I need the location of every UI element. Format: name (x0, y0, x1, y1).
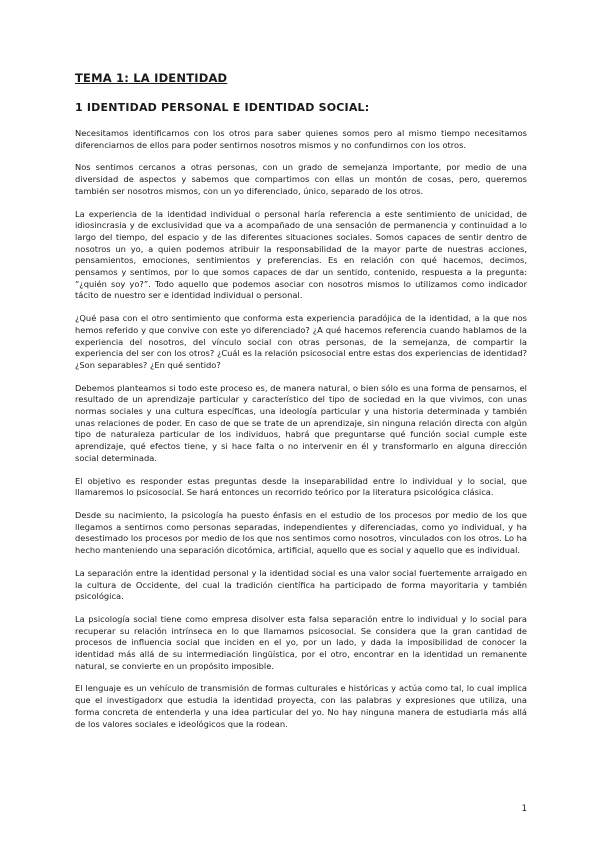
page-number: 1 (521, 804, 527, 814)
paragraph: La experiencia de la identidad individual o personal haría referencia a este sentimiento de unicidad, de idiosincrasia y de exclusividad que va a acompañado de una sensación de permanencia y continuidad a lo largo del tiempo, del espacio y de las diferentes situaciones sociales. Somos capaces de sentir dentro de nosotros un yo, a quien podemos atribuir la responsabilidad de la mayor parte de nuestras acciones, pensamientos, emociones, sentimientos y preferencias. Es en relación con qué hacemos, decimos, pensamos y sentimos, por lo que somos capaces de dar un sentido, contenido, respuesta a la pregunta: “¿quién soy yo?”. Todo aquello que podemos asociar con nosotros mismos lo utilizamos como indicador tácito de nuestro ser e identidad individual o personal. (75, 208, 527, 301)
document-title: TEMA 1: LA IDENTIDAD (75, 71, 228, 85)
paragraph: Necesitamos identificarnos con los otros para saber quienes somos pero al mismo tiempo necesitamos diferenciarnos de ellos para poder sentirnos nosotros mismos y no confundirnos con los otros. (75, 128, 527, 150)
document-body (75, 128, 527, 741)
paragraph: Desde su nacimiento, la psicología ha puesto énfasis en el estudio de los procesos por medio de los que llegamos a sentirnos como personas separadas, independientes y diferenciadas, como yo individual, y ha desestimado los procesos por medio de los que nos sentimos como nosotros, vinculados con los otros. Lo ha hecho manteniendo una separación dicotómica, artificial, aquello que es social y aquello que es individual. (75, 509, 527, 556)
paragraph: El objetivo es responder estas preguntas desde la inseparabilidad entre lo individual y lo social, que llamaremos lo psicosocial. Se hará entonces un recorrido teórico por la literatura psicológica clásica. (75, 475, 527, 498)
paragraph: La separación entre la identidad personal y la identidad social es una valor social fuertemente arraigado en la cultura de Occidente, del cual la tradición científica ha participado de forma mayoritaria y también psicológica. (75, 567, 527, 602)
paragraph: Nos sentimos cercanos a otras personas, con un grado de semejanza importante, por medio de una diversidad de aspectos y sabemos que compartimos con ellas un montón de cosas, pero, queremos también ser nosotros mismos, con un yo diferenciado, único, separado de los otros. (75, 162, 527, 196)
paragraph: La psicología social tiene como empresa disolver esta falsa separación entre lo individual y lo social para recuperar su relación intrínseca en lo que llamamos psicosocial. Se considera que la gran cantidad de procesos de influencia social que inciden en el yo, por un lado, y dada la imposibilidad de conocer la identidad más allá de su intermediación lingüística, por el otro, encontrar en la identidad un remanente natural, se convierte en un propósito imposible. (75, 613, 527, 671)
section-heading: 1 IDENTIDAD PERSONAL E IDENTIDAD SOCIAL: (75, 101, 370, 114)
paragraph: El lenguaje es un vehículo de transmisión de formas culturales e históricas y actúa como tal, lo cual implica que el investigadorx que estudia la identidad proyecta, con las palabras y expresiones que utiliza, una forma concreta de entenderla y una idea particular del yo. No hay ninguna manera de estudiarla más allá de los valores sociales e ideológicos que la rodean. (75, 683, 527, 729)
paragraph: ¿Qué pasa con el otro sentimiento que conforma esta experiencia paradójica de la identidad, a la que nos hemos referido y que convive con este yo diferenciado? ¿A qué hacemos referencia cuando hablamos de la experiencia del nosotros, del vínculo social con otras personas, de la semejanza, de compartir la experiencia del ser con los otros? ¿Cuál es la relación psicosocial entre estas dos experiencias de identidad? ¿Son separables? ¿En qué sentido? (75, 313, 527, 370)
paragraph: Debemos plantearnos si todo este proceso es, de manera natural, o bien sólo es una forma de pensarnos, el resultado de un aprendizaje particular y característico del tipo de sociedad en la que vivimos, con unas normas sociales y una cultura específicas, una ideología particular y una historia determinada y también unas relaciones de poder. En caso de que se trate de un aprendizaje, sin ninguna relación directa con algún tipo de naturaleza particular de los individuos, habrá que preguntarse qué función social cumple este aprendizaje, qué efectos tiene, y si hace falta o no intervenir en él y transformarlo en alguna dirección social determinada. (75, 382, 527, 463)
